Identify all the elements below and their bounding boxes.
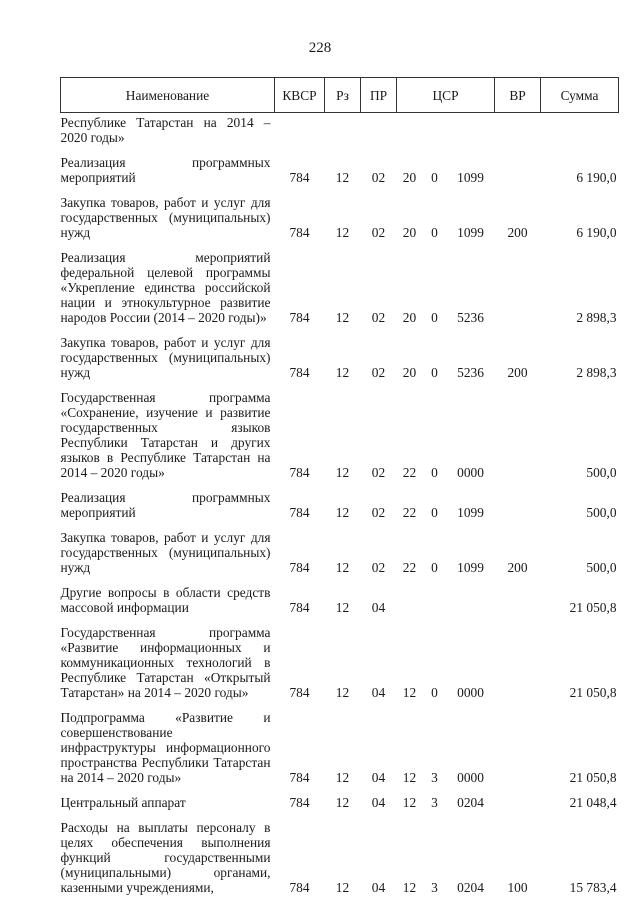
cell-csr-program: 22 [402, 465, 417, 480]
budget-table [60, 77, 619, 905]
cell-kvsr: 784 [289, 365, 310, 380]
cell-rz: 12 [335, 505, 350, 520]
cell-csr-direction [447, 113, 495, 156]
header-name: Наименование [61, 78, 275, 113]
cell-csr-program: 20 [402, 225, 417, 240]
cell-sum: 6 190,0 [576, 170, 617, 185]
cell-name: Государственная программа «Сохранение, изучение и развитие государственных языков Республики Татарстан и других языков в Республике Татарстан на 2014 – 2020 годы» [60, 390, 271, 480]
cell-rz: 12 [335, 310, 350, 325]
cell-sum: 500,0 [586, 465, 617, 480]
cell-csr-program: 12 [402, 880, 417, 895]
cell-kvsr: 784 [289, 465, 310, 480]
table-row [61, 195, 619, 250]
cell-vr: 200 [507, 225, 528, 240]
cell-pr [361, 113, 397, 156]
cell-csr-program [397, 113, 423, 156]
cell-name: Реализация программных мероприятий [60, 155, 271, 185]
cell-vr [495, 795, 541, 820]
cell-csr-direction: 0000 [457, 685, 484, 700]
cell-name: Реализация программных мероприятий [60, 490, 271, 520]
cell-vr: 200 [507, 560, 528, 575]
cell-csr-direction: 0000 [457, 770, 484, 785]
cell-csr-subprogram [423, 585, 447, 625]
cell-csr-direction: 1099 [457, 560, 484, 575]
cell-sum: 21 048,4 [569, 795, 617, 810]
cell-kvsr: 784 [289, 795, 310, 810]
cell-sum: 21 050,8 [569, 600, 617, 615]
cell-csr-program: 22 [402, 560, 417, 575]
cell-csr-direction: 1099 [457, 505, 484, 520]
cell-pr: 04 [371, 880, 386, 895]
cell-pr: 04 [371, 795, 386, 810]
cell-csr-program: 12 [402, 685, 417, 700]
cell-pr: 04 [371, 685, 386, 700]
header-csr: ЦСР [397, 78, 495, 113]
cell-rz: 12 [335, 225, 350, 240]
cell-csr-direction: 5236 [457, 365, 484, 380]
header-kvsr: КВСР [275, 78, 325, 113]
cell-csr-program: 12 [402, 770, 417, 785]
cell-rz: 12 [335, 600, 350, 615]
cell-rz: 12 [335, 465, 350, 480]
table-row [61, 530, 619, 585]
cell-csr-direction: 5236 [457, 310, 484, 325]
table-row [61, 390, 619, 490]
cell-kvsr [275, 113, 325, 156]
cell-csr-program: 20 [402, 365, 417, 380]
cell-pr: 02 [371, 465, 386, 480]
cell-csr-direction [447, 585, 495, 625]
cell-rz: 12 [335, 770, 350, 785]
cell-vr: 200 [507, 365, 528, 380]
cell-rz: 12 [335, 170, 350, 185]
cell-pr: 04 [371, 770, 386, 785]
cell-sum: 2 898,3 [576, 310, 617, 325]
cell-csr-subprogram: 0 [431, 170, 438, 185]
cell-name: Реализация мероприятий федеральной целевой программы «Укрепление единства российской нации и этнокультурное развитие народов России (2014 – 2020 годы)» [60, 250, 271, 325]
cell-rz: 12 [335, 560, 350, 575]
cell-kvsr: 784 [289, 505, 310, 520]
cell-rz: 12 [335, 685, 350, 700]
cell-csr-subprogram: 3 [431, 770, 438, 785]
cell-kvsr: 784 [289, 225, 310, 240]
cell-sum: 21 050,8 [569, 770, 617, 785]
cell-rz: 12 [335, 365, 350, 380]
cell-csr-direction: 0204 [457, 880, 484, 895]
cell-pr: 02 [371, 505, 386, 520]
cell-pr: 02 [371, 170, 386, 185]
cell-csr-subprogram: 3 [431, 880, 438, 895]
cell-csr-subprogram: 0 [431, 560, 438, 575]
cell-rz: 12 [335, 795, 350, 810]
cell-kvsr: 784 [289, 310, 310, 325]
cell-csr-program: 22 [402, 505, 417, 520]
cell-sum: 6 190,0 [576, 225, 617, 240]
cell-name: Центральный аппарат [60, 795, 186, 810]
table-row [61, 585, 619, 625]
table-row [61, 820, 619, 905]
cell-csr-subprogram: 0 [431, 310, 438, 325]
header-vr: ВР [495, 78, 541, 113]
cell-kvsr: 784 [289, 770, 310, 785]
table-row [61, 335, 619, 390]
cell-name: Подпрограмма «Развитие и совершенствование инфраструктуры информационного пространства Республики Татарстан на 2014 – 2020 годы» [60, 710, 271, 785]
cell-csr-direction: 1099 [457, 170, 484, 185]
table-row [61, 710, 619, 795]
table-row [61, 155, 619, 195]
cell-csr-program [397, 585, 423, 625]
cell-pr: 02 [371, 365, 386, 380]
cell-name: Республике Татарстан на 2014 – 2020 годы» [60, 115, 271, 145]
cell-vr: 100 [507, 880, 528, 895]
cell-csr-subprogram: 0 [431, 505, 438, 520]
cell-name: Закупка товаров, работ и услуг для государственных (муниципальных) нужд [60, 335, 271, 380]
cell-csr-subprogram [423, 113, 447, 156]
cell-rz: 12 [335, 880, 350, 895]
cell-csr-program: 20 [402, 310, 417, 325]
cell-pr: 02 [371, 310, 386, 325]
cell-vr [495, 710, 541, 795]
cell-name: Другие вопросы в области средств массовой информации [60, 585, 271, 615]
cell-vr [495, 625, 541, 710]
cell-csr-subprogram: 3 [431, 795, 438, 810]
cell-vr [495, 585, 541, 625]
header-rz: Рз [325, 78, 361, 113]
cell-pr: 02 [371, 560, 386, 575]
cell-vr [495, 490, 541, 530]
cell-csr-program: 12 [402, 795, 417, 810]
cell-name: Закупка товаров, работ и услуг для государственных (муниципальных) нужд [60, 530, 271, 575]
cell-sum: 500,0 [586, 505, 617, 520]
cell-csr-subprogram: 0 [431, 465, 438, 480]
table-row [61, 625, 619, 710]
cell-csr-direction: 0204 [457, 795, 484, 810]
cell-sum: 21 050,8 [569, 685, 617, 700]
table-row [61, 250, 619, 335]
cell-vr [495, 113, 541, 156]
page-number: 228 [308, 40, 332, 56]
cell-kvsr: 784 [289, 685, 310, 700]
cell-name: Государственная программа «Развитие информационных и коммуникационных технологий в Республике Татарстан «Открытый Татарстан» на 2014 – 2020 годы» [60, 625, 271, 700]
cell-kvsr: 784 [289, 560, 310, 575]
header-sum: Сумма [541, 78, 619, 113]
cell-vr [495, 155, 541, 195]
cell-sum: 15 783,4 [569, 880, 617, 895]
cell-vr [495, 390, 541, 490]
cell-pr: 04 [371, 600, 386, 615]
table-row [61, 490, 619, 530]
cell-csr-direction: 0000 [457, 465, 484, 480]
table-row [61, 795, 619, 820]
cell-csr-subprogram: 0 [431, 685, 438, 700]
header-pr: ПР [361, 78, 397, 113]
cell-rz [325, 113, 361, 156]
cell-name: Закупка товаров, работ и услуг для государственных (муниципальных) нужд [60, 195, 271, 240]
cell-kvsr: 784 [289, 880, 310, 895]
table-header-row [61, 78, 619, 113]
cell-csr-direction: 1099 [457, 225, 484, 240]
cell-name: Расходы на выплаты персоналу в целях обеспечения выполнения функций государственными (муниципальными) органами, казенными учреждениями, [60, 820, 271, 895]
cell-pr: 02 [371, 225, 386, 240]
cell-csr-subprogram: 0 [431, 365, 438, 380]
table-row [61, 113, 619, 156]
cell-vr [495, 250, 541, 335]
cell-sum: 2 898,3 [576, 365, 617, 380]
cell-sum [541, 113, 619, 156]
cell-kvsr: 784 [289, 170, 310, 185]
cell-csr-program: 20 [402, 170, 417, 185]
cell-sum: 500,0 [586, 560, 617, 575]
cell-kvsr: 784 [289, 600, 310, 615]
cell-csr-subprogram: 0 [431, 225, 438, 240]
